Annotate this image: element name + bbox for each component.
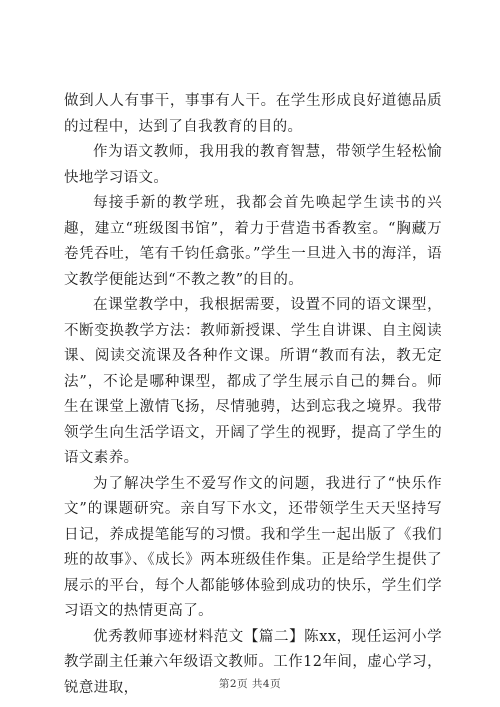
page-number-footer: 第2页 共4页	[218, 678, 282, 690]
paragraph-happy-writing: 为了解决学生不爱写作文的问题，我进行了“快乐作文”的课题研究。亲自写下水文，还带领学生天天坚持写日记，养成提笔能写的习惯。我和学生一起出版了《我们班的故事》、《成长》两本班级佳作集。正是给学生提供了展示的平台，每个人都能够体验到成功的快乐，学生们学习语文的热情更高了。	[64, 475, 442, 619]
paragraph-role-intro: 作为语文教师，我用我的教育智慧，带领学生轻松愉快地学习语文。	[64, 144, 442, 186]
document-body	[64, 89, 442, 701]
paragraph-continuation: 做到人人有事干，事事有人干。在学生形成良好道德品质的过程中，达到了自我教育的目的。	[64, 93, 442, 135]
paragraph-article-two: 优秀教师事迹材料范文【篇二】陈xx，现任运河小学教学副主任兼六年级语文教师。工作12年间，虚心学习，锐意进取，	[64, 628, 442, 696]
paragraph-classroom-teaching: 在课堂教学中，我根据需要，设置不同的语文课型，不断变换教学方法：教师新授课、学生自讲课、自主阅读课、阅读交流课及各种作文课。所谓“教而有法，教无定法”，不论是哪种课型，都成了学生展示自己的舞台。师生在课堂上激情飞扬，尽情驰骋，达到忘我之境界。我带领学生向生活学语文，开阔了学生的视野，提高了学生的语文素养。	[64, 297, 442, 466]
paragraph-reading-interest: 每接手新的教学班，我都会首先唤起学生读书的兴趣，建立“班级图书馆”，着力于营造书香教室。“胸藏万卷凭吞吐，笔有千钧任翕张。”学生一旦进入书的海洋，语文教学便能达到“不教之教”的目的。	[64, 195, 442, 288]
